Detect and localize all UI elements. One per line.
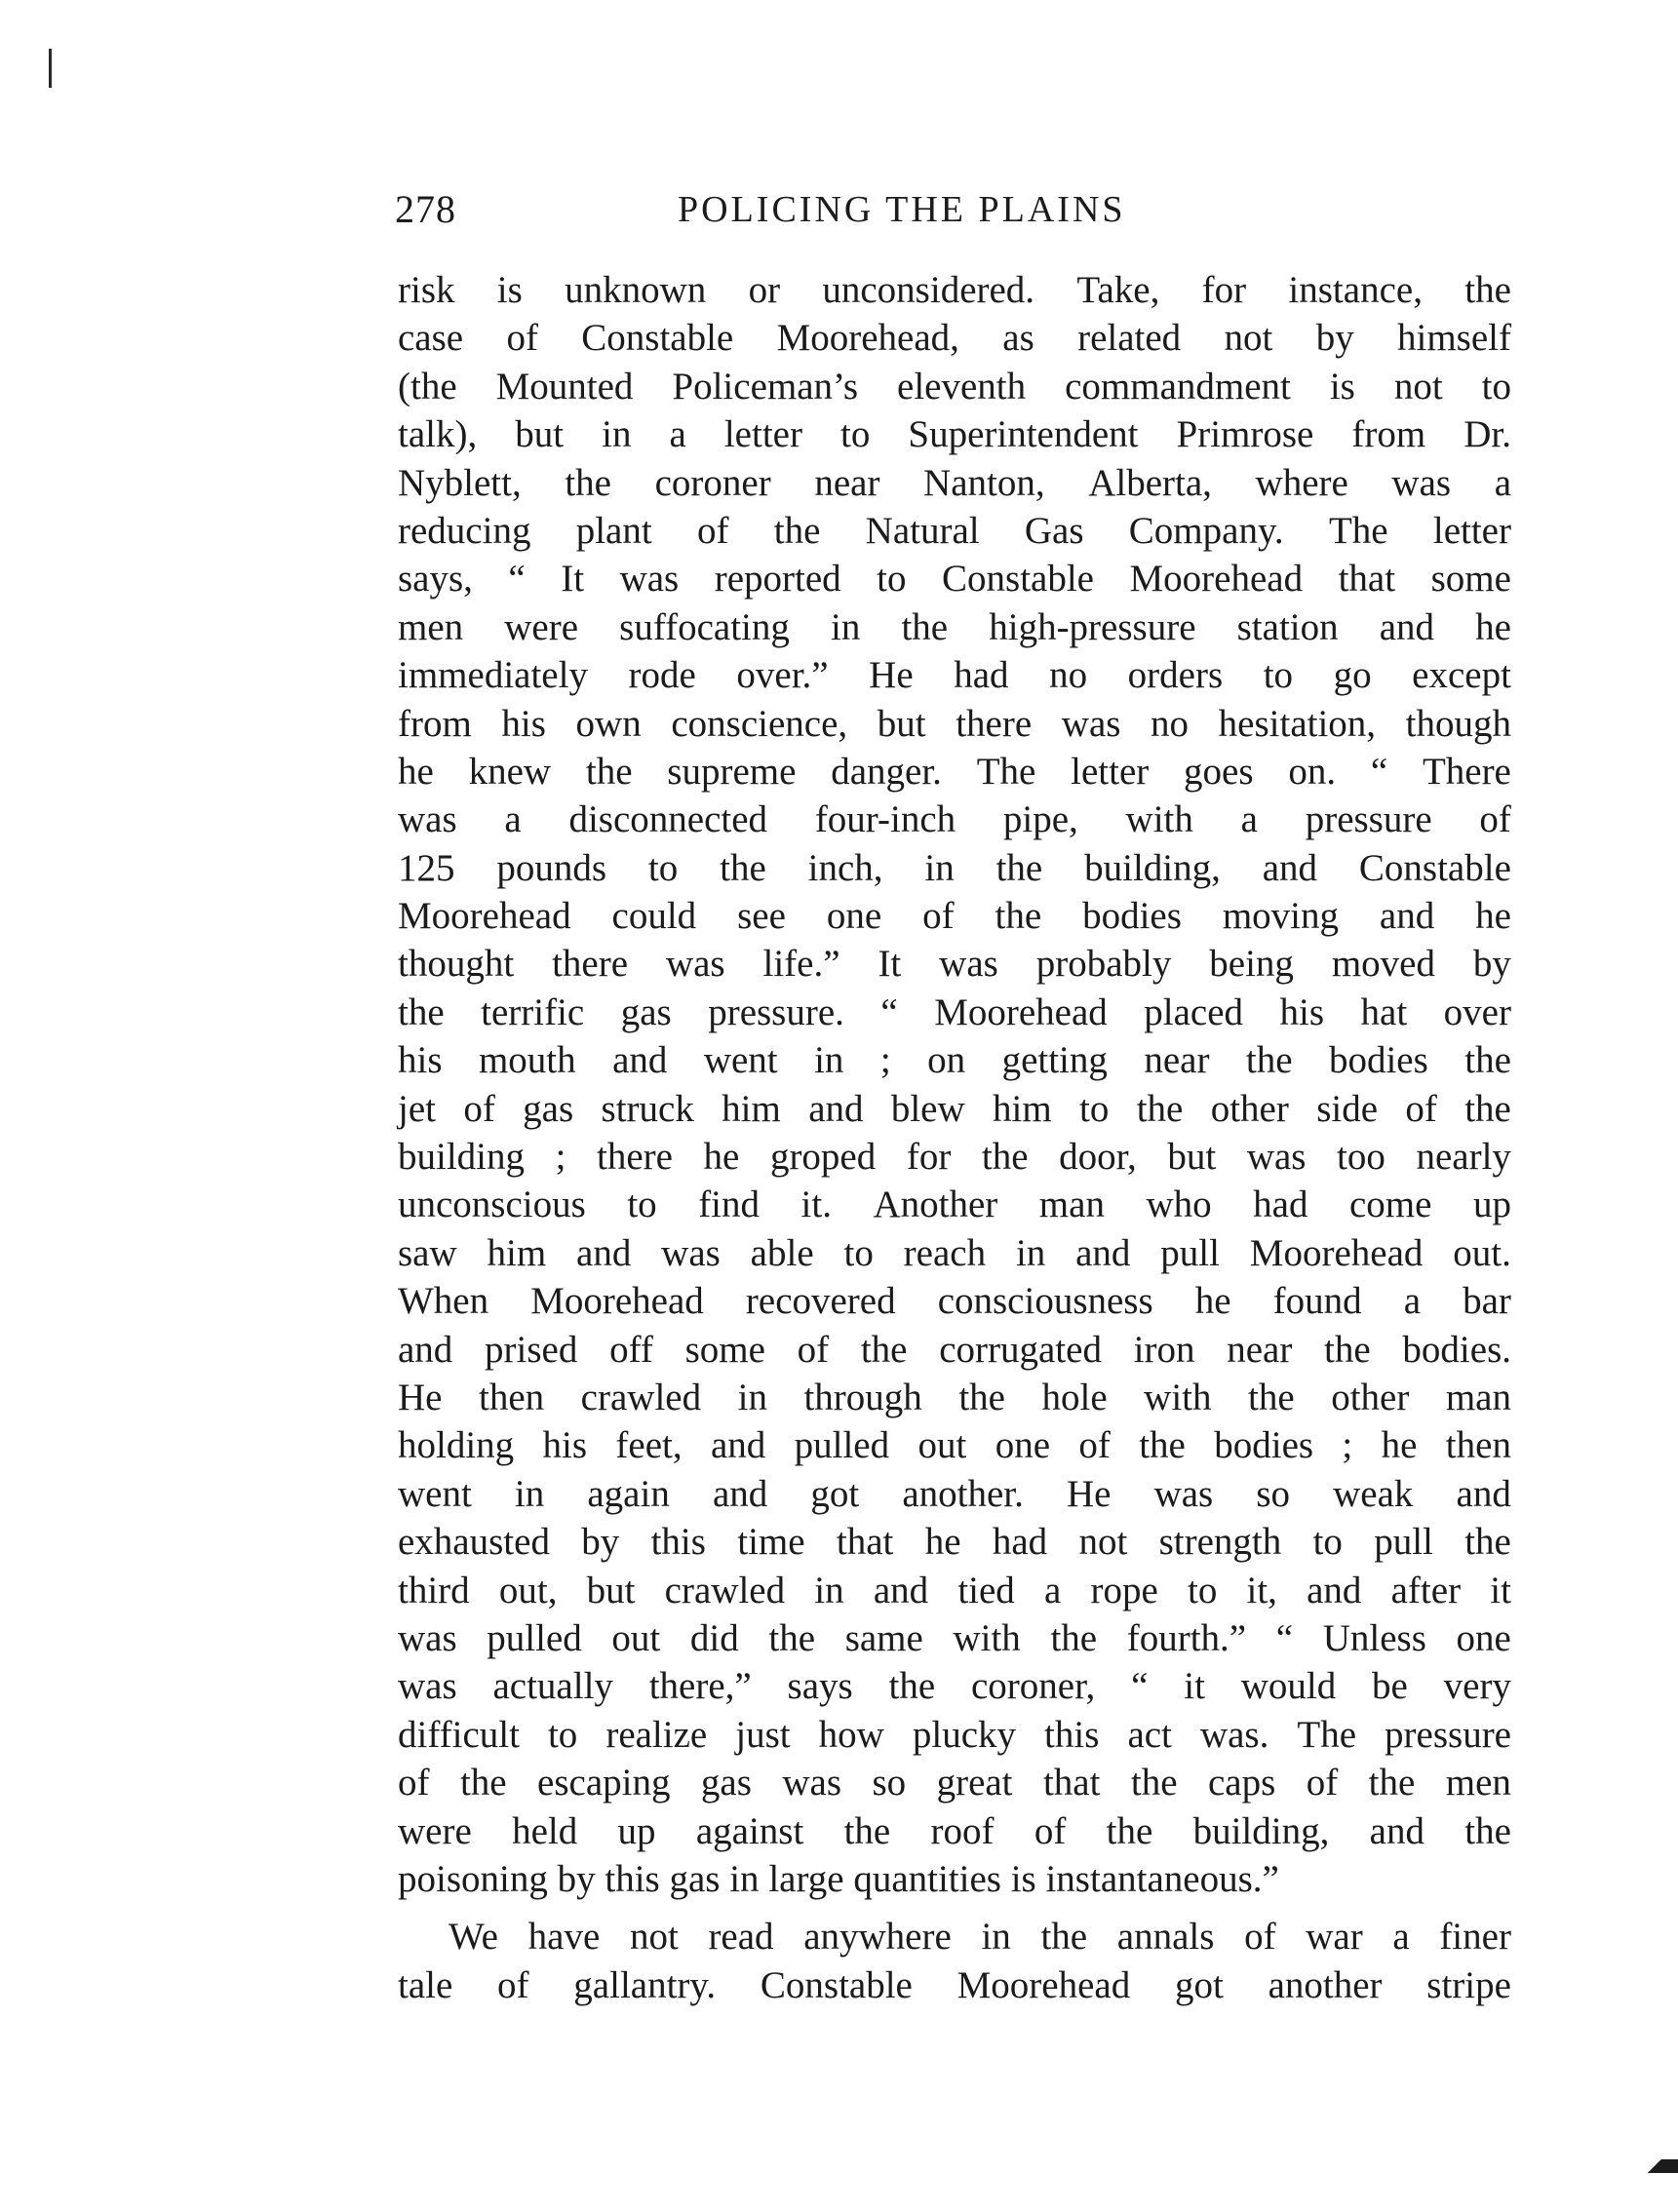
scan-corner-mark xyxy=(1641,2159,1678,2173)
paragraph xyxy=(398,1913,1511,2009)
scan-edge-mark xyxy=(49,49,52,88)
text-line: and prised off some of the corrugated iron near the bodies. xyxy=(398,1328,1511,1371)
text-line: he knew the supreme danger. The letter goes on. “ There xyxy=(398,750,1511,793)
text-line: risk is unknown or unconsidered. Take, for instance, the xyxy=(398,269,1511,311)
text-line: unconscious to find it. Another man who had come up xyxy=(398,1184,1511,1226)
text-line: tale of gallantry. Constable Moorehead got another stripe xyxy=(398,1963,1511,2006)
running-head: POLICING THE PLAINS xyxy=(678,189,1126,230)
paragraph xyxy=(398,266,1511,1903)
text-line: immediately rode over.” He had no orders to go except xyxy=(398,654,1511,697)
text-line: of the escaping gas was so great that the caps of the men xyxy=(398,1762,1511,1805)
text-line: poisoning by this gas in large quantities is instantaneous.” xyxy=(398,1857,1279,1900)
text-line: went in again and got another. He was so weak and xyxy=(398,1472,1511,1515)
text-line: We have not read anywhere in the annals of war a finer xyxy=(449,1916,1511,1959)
page-number: 278 xyxy=(395,187,456,231)
text-line: says, “ It was reported to Constable Moorehead that some xyxy=(398,558,1511,601)
text-line: thought there was life.” It was probably being moved by xyxy=(398,943,1511,986)
text-line: the terrific gas pressure. “ Moorehead placed his hat over xyxy=(398,990,1511,1033)
text-line: 125 pounds to the inch, in the building, and Constable xyxy=(398,846,1511,889)
text-line: men were suffocating in the high-pressure station and he xyxy=(398,605,1511,648)
text-line: He then crawled in through the hole with the other man xyxy=(398,1376,1511,1418)
text-line: building ; there he groped for the door, but was too nearly xyxy=(398,1136,1511,1179)
text-line: exhausted by this time that he had not strength to pull the xyxy=(398,1521,1511,1564)
text-line: talk), but in a letter to Superintendent Primrose from Dr. xyxy=(398,413,1511,456)
page-header xyxy=(395,185,1506,244)
text-line: difficult to realize just how plucky this act was. The pressure xyxy=(398,1713,1511,1756)
text-line: was actually there,” says the coroner, “ it would be very xyxy=(398,1665,1511,1708)
text-line: were held up against the roof of the building, and the xyxy=(398,1809,1511,1852)
text-line: was pulled out did the same with the fourth.” “ Unless one xyxy=(398,1616,1511,1659)
text-line: Moorehead could see one of the bodies moving and he xyxy=(398,895,1511,938)
text-line: Nyblett, the coroner near Nanton, Alberta, where was a xyxy=(398,461,1511,504)
text-line: saw him and was able to reach in and pull Moorehead out. xyxy=(398,1231,1511,1274)
text-line: was a disconnected four-inch pipe, with a pressure of xyxy=(398,798,1511,841)
body-text xyxy=(398,266,1511,2009)
text-line: When Moorehead recovered consciousness he found a bar xyxy=(398,1280,1511,1323)
text-line: holding his feet, and pulled out one of the bodies ; he then xyxy=(398,1424,1511,1467)
text-line: jet of gas struck him and blew him to the other side of the xyxy=(398,1087,1511,1130)
text-line: his mouth and went in ; on getting near the bodies the xyxy=(398,1039,1511,1082)
text-line: third out, but crawled in and tied a rope to it, and after it xyxy=(398,1569,1511,1611)
text-line: reducing plant of the Natural Gas Company. The letter xyxy=(398,509,1511,552)
text-line: from his own conscience, but there was no hesitation, though xyxy=(398,702,1511,745)
text-line: (the Mounted Policeman’s eleventh commandment is not to xyxy=(398,365,1511,407)
text-line: case of Constable Moorehead, as related not by himself xyxy=(398,317,1511,360)
